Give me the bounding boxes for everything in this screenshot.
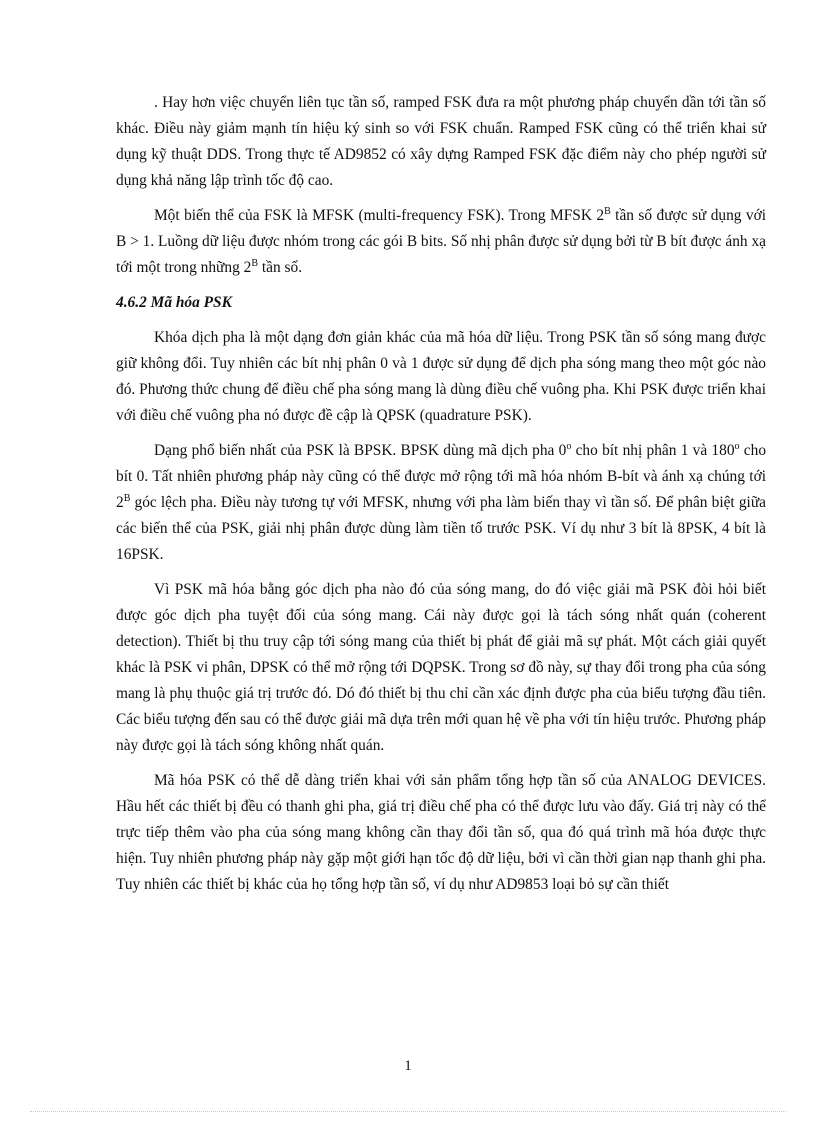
text-run: cho bít 0. Tất nhiên phương pháp này cũng có thể được mở rộng tới mã hóa nhóm B-bít và ánh xạ chúng tới 2 [116, 442, 767, 511]
paragraph-coherent-detection: Vì PSK mã hóa bằng góc dịch pha nào đó của sóng mang, do đó việc giải mã PSK đòi hỏi biết được góc dịch pha tuyệt đối của sóng mang. Cái này được gọi là tách sóng nhất quán (coherent detection). Thiết bị thu truy cập tới sóng mang của thiết bị phát để giải mã sự phát. Một cách giải quyết khác là PSK vi phân, DPSK có thể mở rộng tới DQPSK. Trong sơ đồ này, sự thay đổi trong pha của sóng mang là phụ thuộc giá trị trước đó. Dó đó thiết bị thu chỉ cần xác định được pha của biểu tượng đầu tiên. Các biểu tượng đến sau có thể được giải mã dựa trên mới quan hệ về pha với tín hiệu trước. Phương pháp này được gọi là tách sóng không nhất quán. [116, 581, 767, 754]
text-run: tần số được sử dụng với B > 1. Luồng dữ liệu được nhóm trong các gói B bits. Số nhị phân được sử dụng bởi từ B bít được ánh xạ tới một trong những 2 [116, 207, 767, 276]
superscript: B [251, 257, 259, 269]
text-run: tần số. [258, 259, 303, 276]
paragraph-bpsk [116, 438, 766, 568]
footer-divider [30, 1111, 786, 1112]
superscript: B [604, 205, 611, 217]
text-run: góc lệch pha. Điều này tương tự với MFSK, nhưng với pha làm biến thay vì tần số. Để phân biệt giữa các biến thể của PSK, giải nhị phân được dùng làm tiền tố trước PSK. Ví dụ như 3 bít là 8PSK, 4 bít là 16PSK. [116, 494, 766, 563]
paragraph-analog-devices: Mã hóa PSK có thể dễ dàng triển khai với sản phẩm tổng hợp tần số của ANALOG DEVICES. Hầu hết các thiết bị đều có thanh ghi pha, giá trị điều chế pha có thể được lưu vào đấy. Giá trị này có thể trực tiếp thêm vào pha của sóng mang không cần thay đổi tần số, qua đó quá trình mã hóa được thực hiện. Tuy nhiên phương pháp này gặp một giới hạn tốc độ dữ liệu, bởi vì cần thời gian nạp thanh ghi pha. Tuy nhiên các thiết bị khác của họ tổng hợp tần số, ví dụ như AD9853 loại bỏ sự cần thiết [116, 772, 766, 893]
superscript: B [123, 492, 131, 504]
superscript: o [734, 440, 740, 452]
text-run: cho bít nhị phân 1 và 180 [571, 442, 735, 459]
paragraph-psk-intro: Khóa dịch pha là một dạng đơn giản khác của mã hóa dữ liệu. Trong PSK tần số sóng mang được giữ không đổi. Tuy nhiên các bít nhị phân 0 và 1 được sử dụng để dịch pha sóng mang theo một góc nào đó. Phương thức chung để điều chế pha sóng mang là dùng điều chế vuông pha. Khi PSK được triển khai với điều chế vuông pha nó được đề cập là QPSK (quadrature PSK). [116, 329, 766, 424]
text-run: Một biến thể của FSK là MFSK (multi-frequency FSK). Trong MFSK 2 [154, 207, 605, 224]
paragraph-ramped-fsk: . Hay hơn việc chuyển liên tục tần số, ramped FSK đưa ra một phương pháp chuyển dần tới tần số khác. Điều này giảm mạnh tín hiệu ký sinh so với FSK chuẩn. Ramped FSK cũng có thể triển khai sử dụng kỹ thuật DDS. Trong thực tế AD9852 có xây dựng Ramped FSK đặc điểm này cho phép người sử dụng khả năng lập trình tốc độ cao. [116, 94, 766, 189]
text-run: Dạng phổ biến nhất của PSK là BPSK. BPSK dùng mã dịch pha 0 [154, 442, 567, 459]
page-number: 1 [404, 1058, 412, 1074]
paragraph-mfsk [116, 203, 766, 281]
document-page [116, 90, 766, 907]
superscript: o [566, 440, 572, 452]
section-heading: 4.6.2 Mã hóa PSK [116, 294, 232, 311]
